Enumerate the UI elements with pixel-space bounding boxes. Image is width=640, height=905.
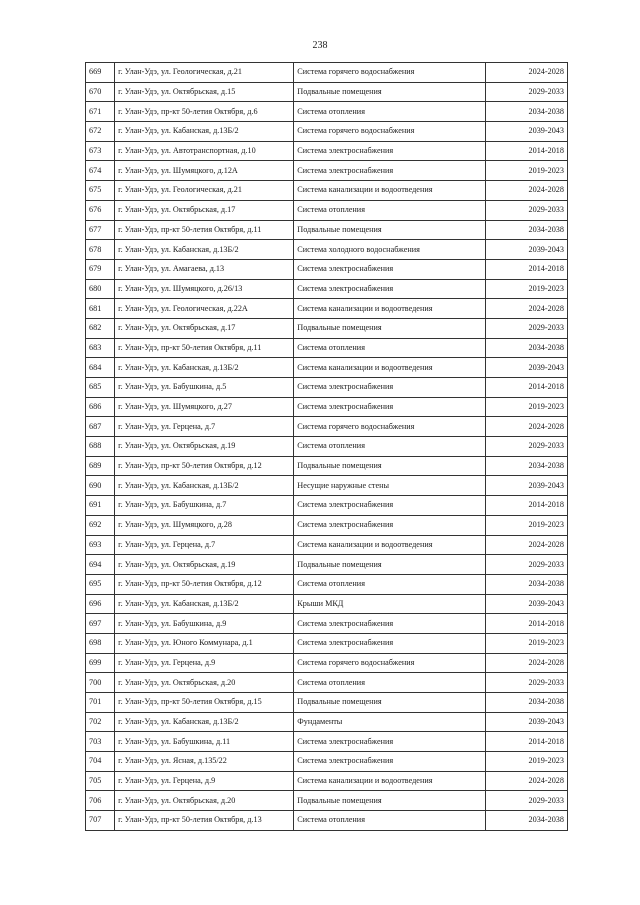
period-cell: 2039-2043 [486,594,568,614]
period-cell: 2029-2033 [486,437,568,457]
table-row [86,555,568,575]
period-cell: 2024-2028 [486,653,568,673]
row-number-cell: 687 [86,417,115,437]
address-cell: г. Улан-Удэ, ул. Октябрьская, д.15 [115,82,294,102]
system-cell: Система отопления [294,200,486,220]
period-cell: 2014-2018 [486,732,568,752]
address-cell: г. Улан-Удэ, пр-кт 50-летия Октября, д.12 [115,574,294,594]
system-cell: Система канализации и водоотведения [294,771,486,791]
row-number-cell: 680 [86,279,115,299]
address-cell: г. Улан-Удэ, ул. Кабанская, д.13Б/2 [115,358,294,378]
row-number-cell: 691 [86,496,115,516]
address-cell: г. Улан-Удэ, пр-кт 50-летия Октября, д.11 [115,220,294,240]
address-cell: г. Улан-Удэ, ул. Кабанская, д.13Б/2 [115,240,294,260]
period-cell: 2029-2033 [486,318,568,338]
address-cell: г. Улан-Удэ, ул. Октябрьская, д.19 [115,437,294,457]
row-number-cell: 670 [86,82,115,102]
row-number-cell: 696 [86,594,115,614]
row-number-cell: 706 [86,791,115,811]
address-cell: г. Улан-Удэ, ул. Кабанская, д.13Б/2 [115,122,294,142]
row-number-cell: 694 [86,555,115,575]
row-number-cell: 671 [86,102,115,122]
system-cell: Фундаменты [294,712,486,732]
table-row [86,240,568,260]
system-cell: Подвальные помещения [294,318,486,338]
row-number-cell: 686 [86,397,115,417]
period-cell: 2034-2038 [486,811,568,831]
period-cell: 2034-2038 [486,338,568,358]
table-row [86,633,568,653]
period-cell: 2024-2028 [486,63,568,83]
system-cell: Система горячего водоснабжения [294,63,486,83]
system-cell: Система отопления [294,811,486,831]
system-cell: Система электроснабжения [294,614,486,634]
table-row [86,63,568,83]
row-number-cell: 700 [86,673,115,693]
table-row [86,397,568,417]
system-cell: Крыши МКД [294,594,486,614]
system-cell: Система канализации и водоотведения [294,299,486,319]
period-cell: 2019-2023 [486,161,568,181]
period-cell: 2039-2043 [486,122,568,142]
table-row [86,771,568,791]
period-cell: 2019-2023 [486,633,568,653]
page-number: 238 [312,40,328,51]
period-cell: 2014-2018 [486,614,568,634]
table-row [86,476,568,496]
system-cell: Система электроснабжения [294,279,486,299]
address-cell: г. Улан-Удэ, ул. Герцена, д.9 [115,771,294,791]
table-row [86,82,568,102]
table-row [86,358,568,378]
row-number-cell: 681 [86,299,115,319]
row-number-cell: 701 [86,693,115,713]
period-cell: 2029-2033 [486,555,568,575]
period-cell: 2014-2018 [486,496,568,516]
address-cell: г. Улан-Удэ, ул. Шумяцкого, д.26/13 [115,279,294,299]
address-cell: г. Улан-Удэ, ул. Юного Коммунара, д.1 [115,633,294,653]
row-number-cell: 684 [86,358,115,378]
address-cell: г. Улан-Удэ, ул. Октябрьская, д.20 [115,673,294,693]
period-cell: 2029-2033 [486,200,568,220]
period-cell: 2019-2023 [486,397,568,417]
row-number-cell: 693 [86,535,115,555]
system-cell: Система горячего водоснабжения [294,122,486,142]
address-cell: г. Улан-Удэ, ул. Кабанская, д.13Б/2 [115,476,294,496]
system-cell: Система канализации и водоотведения [294,181,486,201]
system-cell: Система электроснабжения [294,752,486,772]
system-cell: Система электроснабжения [294,378,486,398]
table-row [86,200,568,220]
address-cell: г. Улан-Удэ, пр-кт 50-летия Октября, д.11 [115,338,294,358]
system-cell: Система электроснабжения [294,141,486,161]
table-row [86,220,568,240]
row-number-cell: 697 [86,614,115,634]
address-cell: г. Улан-Удэ, ул. Амагаева, д.13 [115,259,294,279]
address-cell: г. Улан-Удэ, ул. Октябрьская, д.17 [115,318,294,338]
period-cell: 2019-2023 [486,279,568,299]
table-row [86,102,568,122]
address-cell: г. Улан-Удэ, ул. Кабанская, д.13Б/2 [115,594,294,614]
table-row [86,259,568,279]
period-cell: 2039-2043 [486,476,568,496]
system-cell: Система электроснабжения [294,633,486,653]
system-cell: Система электроснабжения [294,259,486,279]
system-cell: Подвальные помещения [294,456,486,476]
system-cell: Система отопления [294,574,486,594]
period-cell: 2024-2028 [486,181,568,201]
address-cell: г. Улан-Удэ, ул. Октябрьская, д.19 [115,555,294,575]
address-cell: г. Улан-Удэ, ул. Герцена, д.7 [115,417,294,437]
system-cell: Система канализации и водоотведения [294,535,486,555]
address-cell: г. Улан-Удэ, ул. Бабушкина, д.9 [115,614,294,634]
period-cell: 2024-2028 [486,771,568,791]
system-cell: Система отопления [294,673,486,693]
period-cell: 2034-2038 [486,102,568,122]
address-cell: г. Улан-Удэ, пр-кт 50-летия Октября, д.6 [115,102,294,122]
system-cell: Подвальные помещения [294,82,486,102]
system-cell: Система электроснабжения [294,515,486,535]
table-row [86,732,568,752]
row-number-cell: 674 [86,161,115,181]
row-number-cell: 682 [86,318,115,338]
address-cell: г. Улан-Удэ, ул. Герцена, д.9 [115,653,294,673]
address-cell: г. Улан-Удэ, ул. Кабанская, д.13Б/2 [115,712,294,732]
address-cell: г. Улан-Удэ, ул. Бабушкина, д.7 [115,496,294,516]
row-number-cell: 688 [86,437,115,457]
row-number-cell: 673 [86,141,115,161]
system-cell: Система электроснабжения [294,496,486,516]
table-row [86,378,568,398]
row-number-cell: 669 [86,63,115,83]
address-cell: г. Улан-Удэ, ул. Бабушкина, д.11 [115,732,294,752]
table-row [86,673,568,693]
address-cell: г. Улан-Удэ, ул. Геологическая, д.22А [115,299,294,319]
period-cell: 2034-2038 [486,456,568,476]
system-cell: Подвальные помещения [294,220,486,240]
address-cell: г. Улан-Удэ, ул. Шумяцкого, д.28 [115,515,294,535]
address-cell: г. Улан-Удэ, ул. Шумяцкого, д.27 [115,397,294,417]
address-cell: г. Улан-Удэ, пр-кт 50-летия Октября, д.13 [115,811,294,831]
address-cell: г. Улан-Удэ, пр-кт 50-летия Октября, д.12 [115,456,294,476]
system-cell: Система электроснабжения [294,397,486,417]
table-row [86,141,568,161]
table-row [86,279,568,299]
period-cell: 2014-2018 [486,259,568,279]
table-row [86,338,568,358]
system-cell: Система отопления [294,102,486,122]
period-cell: 2039-2043 [486,240,568,260]
table-row [86,299,568,319]
table-row [86,614,568,634]
period-cell: 2029-2033 [486,82,568,102]
period-cell: 2014-2018 [486,378,568,398]
period-cell: 2019-2023 [486,752,568,772]
period-cell: 2024-2028 [486,535,568,555]
row-number-cell: 692 [86,515,115,535]
row-number-cell: 707 [86,811,115,831]
system-cell: Система холодного водоснабжения [294,240,486,260]
period-cell: 2029-2033 [486,791,568,811]
address-cell: г. Улан-Удэ, ул. Геологическая, д.21 [115,181,294,201]
address-cell: г. Улан-Удэ, ул. Ясная, д.135/22 [115,752,294,772]
row-number-cell: 678 [86,240,115,260]
period-cell: 2034-2038 [486,693,568,713]
address-cell: г. Улан-Удэ, ул. Октябрьская, д.17 [115,200,294,220]
table-row [86,791,568,811]
address-cell: г. Улан-Удэ, ул. Шумяцкого, д.12А [115,161,294,181]
system-cell: Несущие наружные стены [294,476,486,496]
period-cell: 2034-2038 [486,574,568,594]
table-row [86,515,568,535]
system-cell: Система горячего водоснабжения [294,653,486,673]
table-row [86,161,568,181]
table-row [86,594,568,614]
table-row [86,752,568,772]
table-row [86,653,568,673]
system-cell: Система электроснабжения [294,732,486,752]
row-number-cell: 675 [86,181,115,201]
row-number-cell: 683 [86,338,115,358]
table-row [86,712,568,732]
row-number-cell: 704 [86,752,115,772]
period-cell: 2024-2028 [486,417,568,437]
row-number-cell: 679 [86,259,115,279]
period-cell: 2014-2018 [486,141,568,161]
table-row [86,496,568,516]
address-cell: г. Улан-Удэ, ул. Октябрьская, д.20 [115,791,294,811]
address-cell: г. Улан-Удэ, пр-кт 50-летия Октября, д.15 [115,693,294,713]
row-number-cell: 699 [86,653,115,673]
address-cell: г. Улан-Удэ, ул. Автотранспортная, д.10 [115,141,294,161]
table-row [86,811,568,831]
period-cell: 2034-2038 [486,220,568,240]
row-number-cell: 672 [86,122,115,142]
address-cell: г. Улан-Удэ, ул. Бабушкина, д.5 [115,378,294,398]
table-row [86,574,568,594]
table-row [86,417,568,437]
table-row [86,318,568,338]
table-row [86,456,568,476]
system-cell: Система электроснабжения [294,161,486,181]
system-cell: Система горячего водоснабжения [294,417,486,437]
period-cell: 2019-2023 [486,515,568,535]
system-cell: Система отопления [294,437,486,457]
period-cell: 2039-2043 [486,712,568,732]
row-number-cell: 677 [86,220,115,240]
row-number-cell: 676 [86,200,115,220]
table-row [86,122,568,142]
row-number-cell: 705 [86,771,115,791]
row-number-cell: 702 [86,712,115,732]
table-body [86,63,568,831]
period-cell: 2024-2028 [486,299,568,319]
address-cell: г. Улан-Удэ, ул. Геологическая, д.21 [115,63,294,83]
row-number-cell: 690 [86,476,115,496]
system-cell: Система отопления [294,338,486,358]
row-number-cell: 698 [86,633,115,653]
table-row [86,693,568,713]
period-cell: 2039-2043 [486,358,568,378]
table-row [86,437,568,457]
row-number-cell: 689 [86,456,115,476]
system-cell: Подвальные помещения [294,693,486,713]
table-row [86,535,568,555]
repair-schedule-table [85,62,568,831]
row-number-cell: 703 [86,732,115,752]
row-number-cell: 685 [86,378,115,398]
table-row [86,181,568,201]
system-cell: Система канализации и водоотведения [294,358,486,378]
system-cell: Подвальные помещения [294,791,486,811]
system-cell: Подвальные помещения [294,555,486,575]
row-number-cell: 695 [86,574,115,594]
address-cell: г. Улан-Удэ, ул. Герцена, д.7 [115,535,294,555]
period-cell: 2029-2033 [486,673,568,693]
